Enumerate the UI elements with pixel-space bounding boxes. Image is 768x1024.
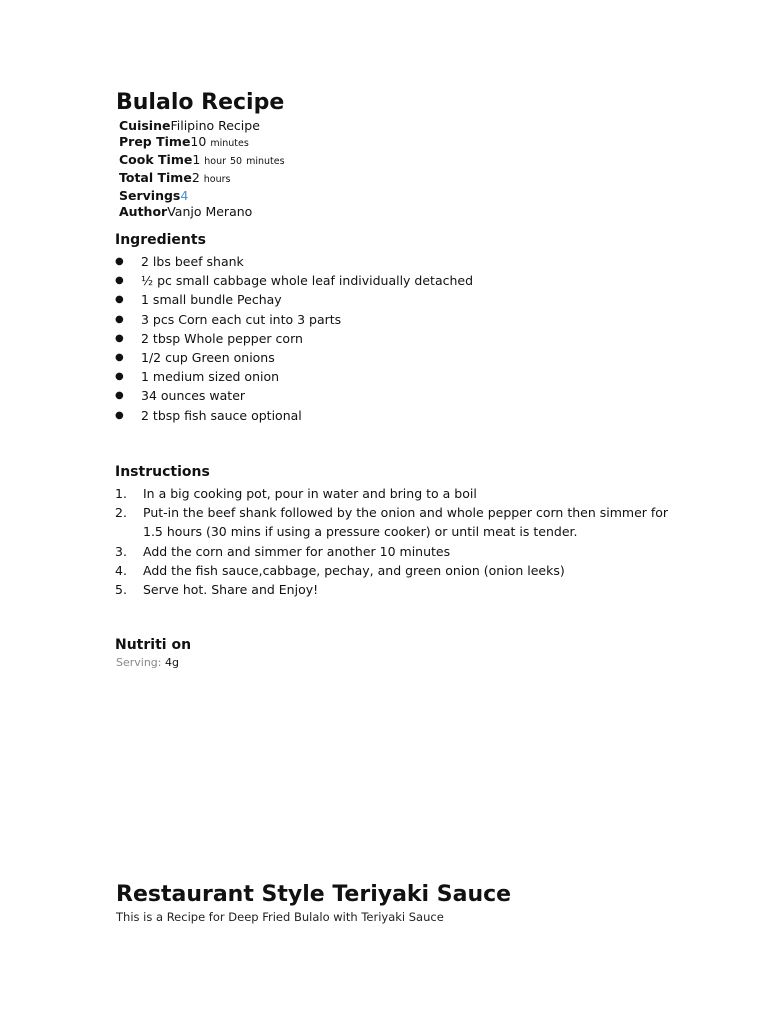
servings-value[interactable]: 4 [180,188,189,203]
author-value: Vanjo Merano [167,204,253,219]
list-item: ● 3 pcs Corn each cut into 3 parts [115,311,342,327]
meta-servings [119,188,285,204]
list-item: ● ½ pc small cabbage whole leaf individually detached [115,273,474,289]
second-recipe-subtitle: This is a Recipe for Deep Fried Bulalo with Teriyaki Sauce [116,910,444,924]
bullet-icon: ● [115,351,124,363]
list-item: 3. Add the corn and simmer for another 10 minutes [115,542,675,561]
total-time-label: Total Time [119,170,192,185]
step-number: 1. [115,486,127,501]
meta-cook-time [119,152,285,170]
prep-time-label: Prep Time [119,134,191,149]
bullet-icon: ● [115,275,124,287]
total-time-number: 2 [191,170,200,185]
step-number: 5. [115,582,127,598]
instructions-heading: Instructions [115,464,210,480]
list-item: ● 1 small bundle Pechay [115,292,282,308]
step-number: 4. [115,562,127,578]
cook-time-label: Cook Time [119,152,193,167]
cook-time-minutes-unit: minutes [246,156,285,167]
bullet-icon: ● [115,313,124,325]
recipe-meta [119,118,285,220]
cook-time-hours-unit: hour [204,156,227,167]
second-recipe-title: Restaurant Style Teriyaki Sauce [116,882,512,907]
meta-cuisine [119,118,285,134]
nutrition-heading: Nutriti on [115,637,192,653]
list-item: ● 1/2 cup Green onions [115,349,275,365]
bullet-icon: ● [115,256,124,267]
list-item: 4. Add the fish sauce,cabbage, pechay, and green onion (onion leeks) [115,561,675,580]
recipe-title: Bulalo Recipe [116,90,285,115]
bullet-icon: ● [115,409,124,421]
cook-time-hours: 1 [192,152,201,167]
list-item: ● 2 lbs beef shank [115,254,244,269]
bullet-icon: ● [115,390,124,402]
list-item: ● 2 tbsp fish sauce optional [115,407,302,423]
step-number: 3. [115,543,127,559]
cuisine-label: Cuisine [119,118,171,133]
servings-label: Servings [119,188,181,203]
nutrition-serving-value: 4g [165,656,179,669]
list-item: ● 2 tbsp Whole pepper corn [115,330,303,346]
prep-time-unit: minutes [210,138,249,149]
meta-total-time [119,170,285,188]
ingredients-list [115,252,473,425]
cook-time-minutes: 50 [230,156,243,167]
bullet-icon: ● [115,294,124,306]
instructions-list [115,484,675,599]
prep-time-number: 10 [190,134,207,149]
list-item: 1. In a big cooking pot, pour in water and bring to a boil [115,484,675,503]
list-item: ● 34 ounces water [115,388,246,404]
nutrition-serving-label: Serving: [116,656,162,669]
author-label: Author [119,204,168,219]
nutrition-serving [116,656,179,669]
bullet-icon: ● [115,332,124,344]
list-item: 2. Put-in the beef shank followed by the onion and whole pepper corn then simmer for 1.5 hours (30 mins if using a pressure cooker) or until meat is tender. [115,505,669,540]
meta-prep-time [119,134,285,152]
step-number: 2. [115,505,127,521]
list-item: ● 1 medium sized onion [115,369,280,385]
ingredients-heading: Ingredients [115,232,206,248]
total-time-unit: hours [203,174,231,185]
cuisine-value: Filipino Recipe [170,118,260,133]
list-item: 5. Serve hot. Share and Enjoy! [115,580,675,599]
meta-author [119,204,285,220]
bullet-icon: ● [115,371,124,383]
